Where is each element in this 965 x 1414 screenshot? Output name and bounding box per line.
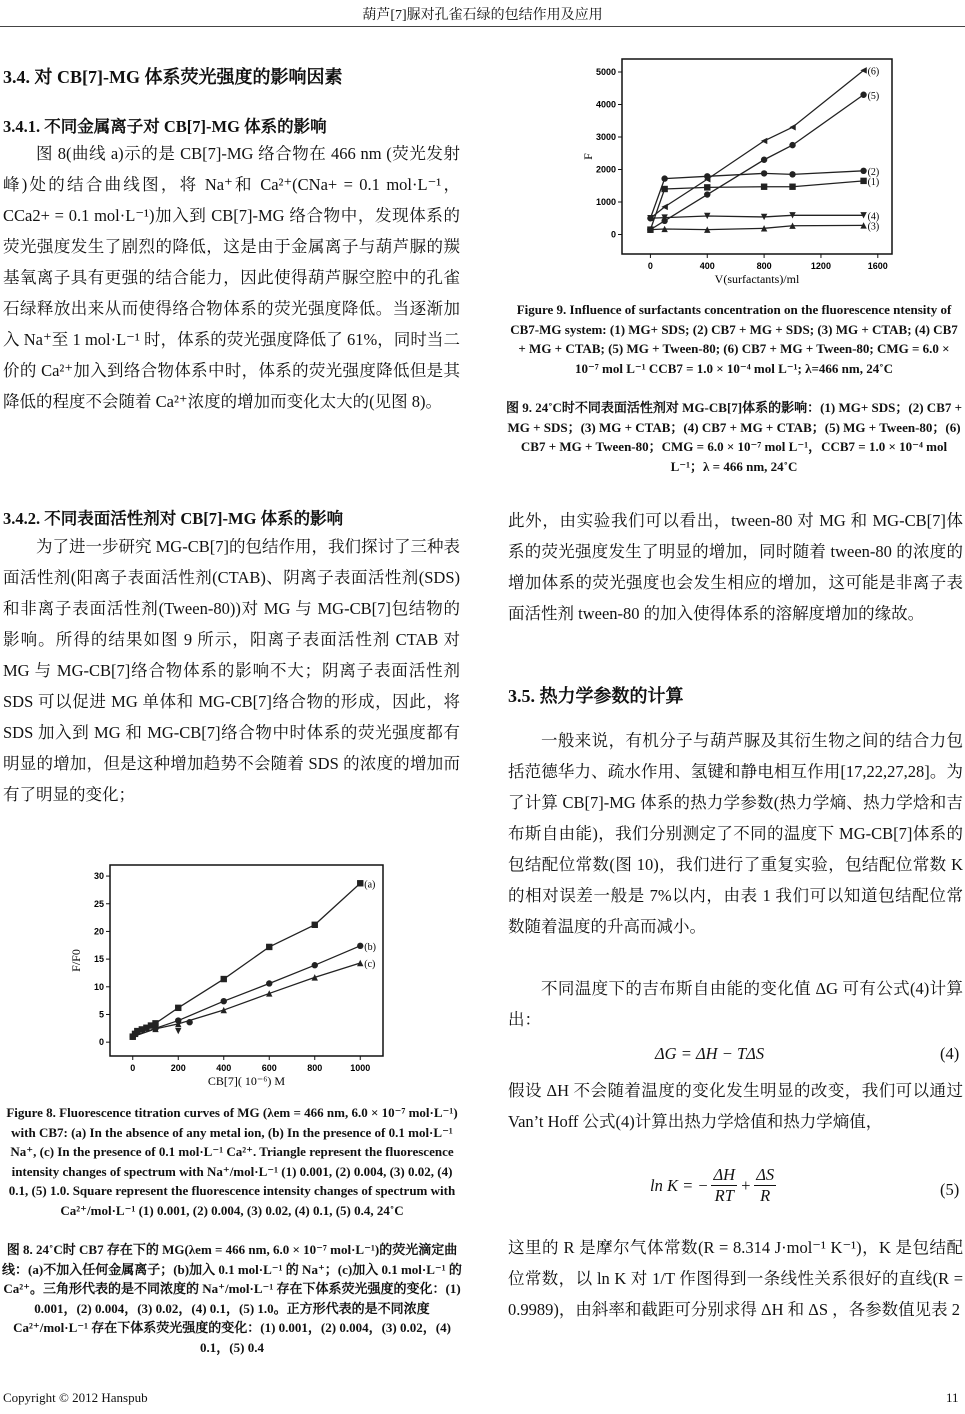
paragraph-surfactants: 为了进一步研究 MG-CB[7]的包结作用，我们探讨了三种表面活性剂(阳离子表面活性剂(CTAB)、阴离子表面活性剂(SDS)和非离子表面活性剂(Tween-80))对 MG 与 MG-CB[7]包结物的影响。所得的结果如图 9 所示，阳离子表面活性剂 CTAB 对 MG 与 MG-CB[7]络合物体系的影响不大；阴离子表面活性剂 SDS 可以促进 MG 单体和 MG-CB[7]络合物的形成，因此，将 SDS 加入到 MG 和 MG-CB[7]络合物中时体系的荧光强度都有明显的增加，但是这种增加趋势不会随着 SDS 的浓度的增加而有了明显的变化； [3, 537, 460, 804]
equation-5 [650, 1165, 776, 1206]
y-tick-label: 30 [93, 871, 104, 882]
data-point [357, 960, 363, 966]
x-tick-label: 400 [216, 1063, 232, 1073]
x-tick-label: 0 [130, 1063, 136, 1073]
data-point [647, 226, 653, 232]
data-point [266, 980, 272, 986]
y-tick-label: 0 [610, 229, 616, 240]
section-3-4-title: 3.4. 对 CB[7]-MG 体系荧光强度的影响因素 [3, 67, 343, 87]
data-point [266, 944, 272, 950]
data-point [266, 990, 272, 996]
data-point [789, 184, 795, 190]
data-point [312, 962, 318, 968]
paragraph-gibbs: 不同温度下的吉布斯自由能的变化值 ΔG 可有公式(4)计算出： [508, 979, 963, 1029]
series-label: (1) [867, 176, 880, 188]
paragraph-tween80: 此外，由实验我们可以看出，tween-80 对 MG 和 MG-CB[7]体系的荧光强度发生了明显的增加，同时随着 tween-80 的浓度的增加体系的荧光强度也会发生相应的增加，这可能是非离子表面活性剂 tween-80 的加入使得体系的溶解度增加的缘故。 [508, 511, 963, 623]
data-point [860, 178, 866, 184]
equation-5-number: (5) [940, 1180, 960, 1199]
data-point [860, 168, 866, 174]
data-point [175, 1005, 181, 1011]
y-tick-label: 5 [98, 1009, 104, 1020]
numerator: ΔH [713, 1165, 736, 1184]
paragraph-metal-ions: 图 8(曲线 a)示的是 CB[7]-MG 络合物在 466 nm (荧光发射峰)处的结合曲线图，将 Na⁺和 Ca²⁺(CNa+ = 0.1 mol·L⁻¹，CCa2+ = 0.1 mol·L⁻¹)加入到 CB[7]-MG 络合物中，发现体系的荧光强度发生了剧烈的降低，这是由于金属离子与葫芦脲的羰基氧离子具有更强的结合能力，因此使得葫芦脲空腔中的孔雀石绿释放出来从而使得络合物体系的荧光强度降低。当逐渐加入 Na⁺至 1 mol·L⁻¹ 时，体系的荧光强度降低了 61%，同时当二价的 Ca²⁺加入到络合物体系中时，体系的荧光强度降低但是其降低的程度不会随着 Ca²⁺浓度的增加而变化太大的(见图 8)。 [3, 144, 460, 411]
section-3-5-title: 3.5. 热力学参数的计算 [508, 686, 684, 706]
series-line-c [133, 963, 361, 1037]
data-point [761, 157, 767, 163]
numerator: ΔS [756, 1165, 775, 1184]
x-tick-label: 600 [261, 1063, 277, 1073]
equation-5-lhs: ln K = − [650, 1175, 709, 1195]
data-point [312, 922, 318, 928]
x-axis-label: CB[7]( 10⁻⁶) M [207, 1074, 286, 1088]
x-tick-label: 800 [756, 261, 772, 271]
section-3-4-2-title: 3.4.2. 不同表面活性剂对 CB[7]-MG 体系的影响 [3, 509, 344, 528]
running-header: 葫芦[7]脲对孔雀石绿的包结作用及应用 [362, 8, 603, 23]
series-line-3 [650, 225, 863, 229]
data-point [789, 142, 795, 148]
data-point [221, 976, 227, 982]
x-tick-label: 400 [699, 261, 715, 271]
series-line-4 [650, 215, 863, 218]
y-tick-label: 25 [93, 898, 104, 909]
series-line-2 [650, 171, 863, 218]
series-label: (2) [867, 166, 880, 178]
data-point [704, 191, 710, 197]
series-label: (b) [364, 941, 376, 953]
y-tick-label: 15 [93, 954, 104, 965]
y-tick-label: 2000 [595, 164, 616, 175]
data-point [789, 171, 795, 177]
x-axis-label: V(surfactants)/ml [714, 272, 800, 286]
extra-data-point [175, 1028, 181, 1034]
fraction-ds-r [754, 1165, 776, 1206]
series-label: (5) [867, 90, 880, 102]
figure-9-chart [570, 55, 910, 295]
series-line-6 [650, 70, 863, 218]
series-line-5 [650, 95, 863, 230]
figure-9-caption-en: Figure 9. Influence of surfactants concentration on the fluorescence ntensity of CB7-MG system: (1) MG+ SDS; (2) CB7 + MG + SDS; (3) MG + CTAB; (4) CB7 + MG + CTAB; (5) MG + Tween-80; (6) CB7 + MG + Tween-80; CMG = 6.0 × 10⁻⁷ mol L⁻¹ CCB7 = 1.0 × 10⁻⁴ mol L⁻¹; λ=466 nm, 24˚C [510, 302, 958, 376]
data-point [661, 175, 667, 181]
series-line-1 [650, 181, 863, 230]
series-label: (a) [364, 879, 376, 891]
data-point [661, 218, 667, 224]
footer-copyright: Copyright © 2012 Hanspub [3, 1390, 148, 1405]
x-tick-label: 1600 [867, 261, 888, 271]
plot-frame [622, 59, 892, 254]
paragraph-vant-hoff: 假设 ΔH 不会随着温度的变化发生明显的改变，我们可以通过 Van’t Hoff 公式(4)计算出热力学焓值和热力学熵值， [508, 1081, 963, 1131]
figure-9-caption-zh: 图 9. 24˚C时不同表面活性剂对 MG-CB[7]体系的影响：(1) MG+ SDS；(2) CB7 + MG + SDS；(3) MG + CTAB；(4) CB7 + MG + CTAB；(5) MG + Tween-80；(6) CB7 + MG + Tween-80；CMG = 6.0 × 10⁻⁷ mol L⁻¹，CCB7 = 1.0 × 10⁻⁴ mol L⁻¹；λ = 466 nm, 24˚C [505, 400, 963, 474]
series-label: (6) [867, 66, 880, 78]
data-point [221, 998, 227, 1004]
y-tick-label: 10 [93, 981, 104, 992]
section-3-4-1-title: 3.4.1. 不同金属离子对 CB[7]-MG 体系的影响 [3, 117, 327, 136]
series-label: (c) [364, 958, 376, 970]
data-point [789, 124, 795, 130]
header-rule [0, 26, 965, 27]
denominator: RT [714, 1186, 734, 1205]
equation-4: ΔG = ΔH − TΔS [655, 1044, 765, 1063]
fraction-dh-rt [711, 1165, 737, 1206]
data-point [761, 170, 767, 176]
y-tick-label: 20 [93, 926, 104, 937]
data-point [860, 92, 866, 98]
x-tick-label: 200 [170, 1063, 186, 1073]
series-line-b [133, 946, 361, 1037]
figure-8-caption-zh: 图 8. 24˚C时 CB7 存在下的 MG(λem = 466 nm, 6.0 × 10⁻⁷ mol·L⁻¹)的荧光滴定曲线：(a)不加入任何金属离子；(b)加入 0.1 mol·L⁻¹ 的 Na⁺；(c)加入 0.1 mol·L⁻¹ 的 Ca²⁺。三角形代表的是不同浓度的 Na⁺/mol·L⁻¹ 存在下体系荧光强度的变化：(1) 0.001，(2) 0.004，(3) 0.02，(4) 0.1，(5) 1.0。正方形代表的是不同浓度 Ca²⁺/mol·L⁻¹ 存在下体系荧光强度的变化：(1) 0.001，(2) 0.004，(3) 0.02，(4) 0.1，(5) 0.4 [2, 1242, 462, 1355]
figure-8-chart [40, 855, 410, 1095]
figure-8-caption-en: Figure 8. Fluorescence titration curves of MG (λem = 466 nm, 6.0 × 10⁻⁷ mol·L⁻¹) with CB7: (a) In the absence of any metal ion, (b) In the presence of 0.1 mol·L⁻¹ Na⁺, (c) In the presence of 0.1 mol·L⁻¹ Ca²⁺. Triangle represent the fluorescence intensity changes of spectrum with Na⁺/mol·L⁻¹ (1) 0.001, (2) 0.004, (3) 0.02, (4) 0.1, (5) 1.0. Square represent the fluorescence intensity changes of spectrum with Ca²⁺/mol·L⁻¹ (1) 0.001, (2) 0.004, (3) 0.02, (4) 0.1, (5) 0.4, 24˚C [6, 1105, 458, 1218]
series-label: (4) [867, 211, 880, 223]
data-point [357, 943, 363, 949]
y-tick-label: 0 [98, 1037, 104, 1048]
extra-data-point [186, 1019, 192, 1025]
equation-4-number: (4) [940, 1044, 960, 1063]
data-point [761, 184, 767, 190]
paragraph-thermodynamics: 一般来说，有机分子与葫芦脲及其衍生物之间的结合力包括范德华力、疏水作用、氢键和静电相互作用[17,22,27,28]。为了计算 CB[7]-MG 体系的热力学参数(热力学熵、热力学焓和吉布斯自由能)，我们分别测定了不同的温度下 MG-CB[7]体系的包结配位常数(图 10)，我们进行了重复实验，包结配位常数 K 的相对误差一般是 7%以内，由表 1 我们可以知道包结配位常数随着温度的升高而减小。 [508, 731, 963, 936]
y-tick-label: 4000 [595, 99, 616, 110]
footer-page-number: 11 [946, 1390, 959, 1405]
y-tick-label: 5000 [595, 67, 616, 77]
data-point [704, 184, 710, 190]
paragraph-gas-constant: 这里的 R 是摩尔气体常数(R = 8.314 J·mol⁻¹ K⁻¹)，K 是包结配位常数，以 ln K 对 1/T 作图得到一条线性关系很好的直线(R = 0.9989)，由斜率和截距可分别求得 ΔH 和 ΔS ，各参数值见表 2 [508, 1238, 963, 1319]
denominator: R [760, 1186, 771, 1205]
y-axis-label: F/F0 [69, 949, 83, 972]
y-tick-label: 1000 [595, 197, 616, 207]
x-tick-label: 1000 [350, 1063, 371, 1073]
y-axis-label: F [581, 153, 595, 160]
x-tick-label: 1200 [810, 261, 831, 271]
data-point [357, 880, 363, 886]
y-tick-label: 3000 [595, 132, 616, 142]
x-tick-label: 0 [647, 261, 653, 271]
data-point [221, 1007, 227, 1013]
plus-sign: + [740, 1175, 752, 1195]
x-tick-label: 800 [307, 1063, 323, 1073]
data-point [312, 974, 318, 980]
series-label: (3) [867, 221, 880, 233]
